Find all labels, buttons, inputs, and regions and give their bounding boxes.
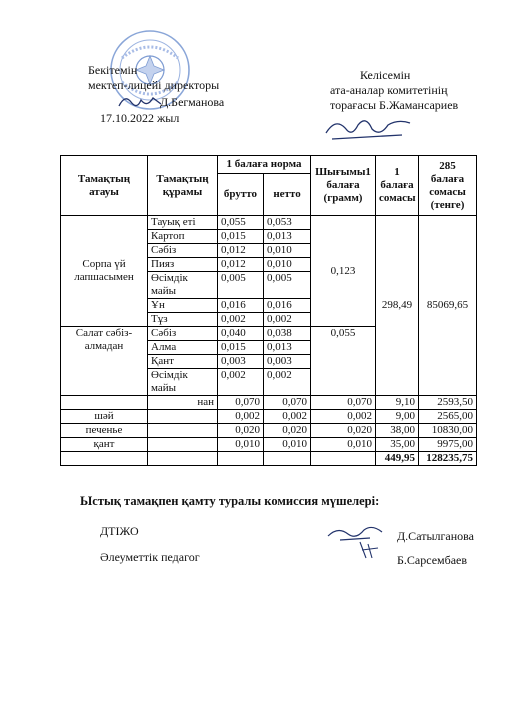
gross-value: 0,016 (218, 299, 264, 313)
net-value: 0,013 (264, 341, 311, 355)
dish-name: печенье (61, 424, 148, 438)
approval-signer: Д.Бегманова (160, 95, 225, 109)
net-value: 0,016 (264, 299, 311, 313)
net-value: 0,010 (264, 244, 311, 258)
director-signature (115, 92, 165, 110)
gross-value: 0,055 (218, 216, 264, 230)
gross-value: 0,012 (218, 258, 264, 272)
committee-signature (322, 113, 414, 143)
table-row (61, 396, 477, 410)
ingredient: Тұз (148, 313, 218, 327)
empty-cell (311, 452, 376, 466)
net-value: 0,038 (264, 327, 311, 341)
net-value: 0,070 (264, 396, 311, 410)
empty-cell (61, 452, 148, 466)
ingredient: Пияз (148, 258, 218, 272)
table-row (61, 438, 477, 452)
dish-name: шәй (61, 410, 148, 424)
ingredient: Сәбіз (148, 244, 218, 258)
meal-cost285: 85069,65 (419, 216, 477, 396)
dish-name: қант (61, 438, 148, 452)
header-gross: брутто (218, 174, 264, 216)
gross-value: 0,070 (218, 396, 264, 410)
total-cost1: 449,95 (376, 452, 419, 466)
dish-name (61, 396, 148, 410)
empty-cell (218, 452, 264, 466)
gross-value: 0,040 (218, 327, 264, 341)
header-dish: Тамақтың атауы (61, 156, 148, 216)
gross-value: 0,002 (218, 369, 264, 396)
cost285-value: 9975,00 (419, 438, 477, 452)
cost1-value: 38,00 (376, 424, 419, 438)
menu-table (60, 155, 477, 466)
header-composition: Тамақтың құрамы (148, 156, 218, 216)
ingredient: Алма (148, 341, 218, 355)
ingredient: Өсімдік майы (148, 272, 218, 299)
net-value: 0,013 (264, 230, 311, 244)
gross-value: 0,010 (218, 438, 264, 452)
ingredient: Сәбіз (148, 327, 218, 341)
net-value: 0,005 (264, 272, 311, 299)
ingredient: Қант (148, 355, 218, 369)
net-value: 0,010 (264, 258, 311, 272)
cost1-value: 9,10 (376, 396, 419, 410)
cost285-value: 2593,50 (419, 396, 477, 410)
ingredient (148, 438, 218, 452)
ingredient: Ұн (148, 299, 218, 313)
salad-yield: 0,055 (311, 327, 376, 396)
agreement-title: Келісемін (360, 68, 411, 82)
gross-value: 0,002 (218, 313, 264, 327)
yield-value: 0,010 (311, 438, 376, 452)
salad-name: Салат сәбіз-алмадан (61, 327, 148, 396)
cost1-value: 9,00 (376, 410, 419, 424)
total-row (61, 452, 477, 466)
member1-signature (322, 520, 388, 562)
header-norm: 1 балаға норма (218, 156, 311, 174)
ingredient: Өсімдік майы (148, 369, 218, 396)
agreement-committee: ата-аналар комитетінің (330, 83, 448, 97)
soup-yield: 0,123 (311, 216, 376, 327)
gross-value: 0,003 (218, 355, 264, 369)
gross-value: 0,012 (218, 244, 264, 258)
cost285-value: 2565,00 (419, 410, 477, 424)
table-row (61, 424, 477, 438)
cost285-value: 10830,00 (419, 424, 477, 438)
table-row (61, 410, 477, 424)
yield-value: 0,002 (311, 410, 376, 424)
net-value: 0,002 (264, 369, 311, 396)
agreement-signer: торағасы Б.Жамансариев (330, 98, 459, 112)
meal-cost1: 298,49 (376, 216, 419, 396)
table-row (61, 216, 477, 230)
header-cost285: 285 балаға сомасы (тенге) (419, 156, 477, 216)
cost1-value: 35,00 (376, 438, 419, 452)
gross-value: 0,005 (218, 272, 264, 299)
net-value: 0,020 (264, 424, 311, 438)
commission-title: Ыстық тамақпен қамту туралы комиссия мүшелері: (80, 494, 380, 508)
empty-cell (148, 452, 218, 466)
net-value: 0,053 (264, 216, 311, 230)
net-value: 0,002 (264, 410, 311, 424)
soup-name: Сорпа үй лапшасымен (61, 216, 148, 327)
net-value: 0,002 (264, 313, 311, 327)
empty-cell (264, 452, 311, 466)
member1-role: ДТІЖО (100, 524, 139, 538)
member2-role: Әлеуметтік педагог (100, 550, 200, 564)
gross-value: 0,002 (218, 410, 264, 424)
gross-value: 0,015 (218, 341, 264, 355)
approval-title: Бекітемін (88, 63, 138, 77)
header-cost1: 1 балаға сомасы (376, 156, 419, 216)
ingredient: Картоп (148, 230, 218, 244)
net-value: 0,010 (264, 438, 311, 452)
gross-value: 0,015 (218, 230, 264, 244)
approval-date: 17.10.2022 жыл (100, 111, 180, 125)
ingredient: нан (148, 396, 218, 410)
yield-value: 0,070 (311, 396, 376, 410)
gross-value: 0,020 (218, 424, 264, 438)
header-net: нетто (264, 174, 311, 216)
net-value: 0,003 (264, 355, 311, 369)
total-cost285: 128235,75 (419, 452, 477, 466)
yield-value: 0,020 (311, 424, 376, 438)
member1-name: Д.Сатылганова (397, 529, 475, 543)
header-yield: Шығымы1 балаға (грамм) (311, 156, 376, 216)
ingredient (148, 410, 218, 424)
approval-position: мектеп-лицейі директоры (88, 78, 220, 92)
ingredient: Тауық еті (148, 216, 218, 230)
ingredient (148, 424, 218, 438)
member2-name: Б.Сарсембаев (397, 553, 468, 567)
